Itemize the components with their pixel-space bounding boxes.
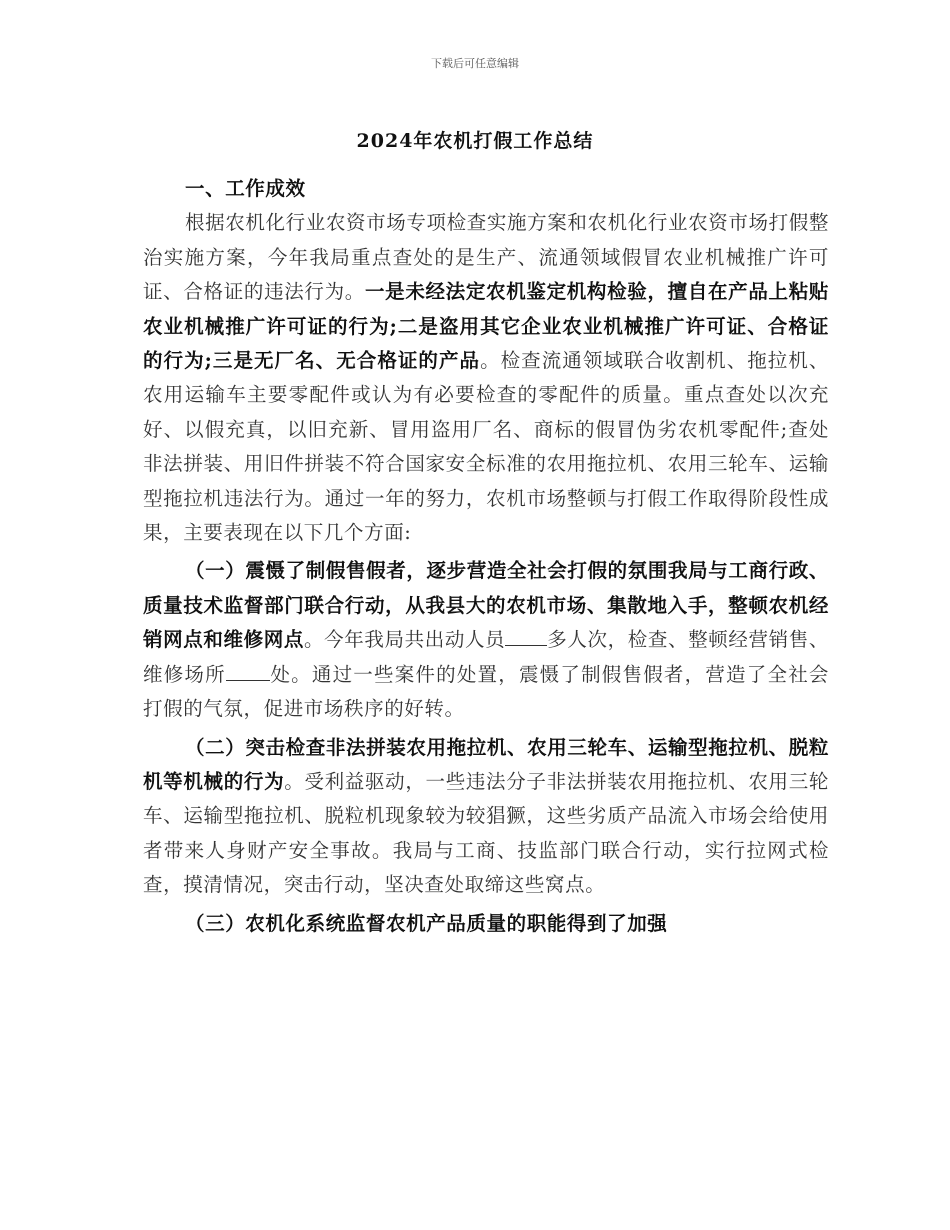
header-note: 下载后可任意编辑 [431,57,519,70]
paragraph-deterrence-text-b: 多人次，检查、整顿经营销售、维修场所 [143,628,829,686]
paragraph-deterrence-text-c: 处。通过一些案件的处置，震慑了制假售假者，营造了全社会打假的气氛，促进市场秩序的好转。 [143,662,829,721]
sub-heading-supervision: （三）农机化系统监督农机产品质量的职能得到了加强 [185,911,668,935]
paragraph-inspection-text-a: 。受利益驱动，一些违法分子非法拼装农用拖拉机、农用三轮车、运输型拖拉机、脱粒机现象较为较猖獗，这些劣质产品流入市场会给使用者带来人身财产安全事故。我局与工商、技监部门联合行动，实行拉网式检查，摸清情况，突击行动，坚决查处取缔这些窝点。 [143,769,830,897]
paragraph-inspection [143,731,829,903]
paragraph-deterrence-text-a: 。今年我局共出动人员 [304,628,506,652]
paragraph-overview-bold: 一是未经法定农机鉴定机构检验，擅自在产品上粘贴农业机械推广许可证的行为;二是盗用其它企业农业机械推广许可证、合格证的行为;三是无厂名、无合格证的产品 [143,280,829,373]
paragraph-overview-text-b: 。检查流通领域联合收割机、拖拉机、农用运输车主要零配件或认为有必要检查的零配件的质量。重点查处以次充好、以假充真，以旧充新、冒用盗用厂名、商标的假冒伪劣农机零配件;查处非法拼装、用旧件拼装不符合国家安全标准的农用拖拉机、农用三轮车、运输型拖拉机违法行为。通过一年的努力，农机市场整顿与打假工作取得阶段性成果，主要表现在以下几个方面: [143,349,829,545]
document-body [143,172,829,941]
document-title: 2024年农机打假工作总结 [356,130,594,152]
paragraph-inspection-bold: （二）突击检查非法拼装农用拖拉机、农用三轮车、运输型拖拉机、脱粒机等机械的行为 [143,735,829,793]
paragraph-deterrence-bold: （一）震慑了制假售假者，逐步营造全社会打假的氛围我局与工商行政、质量技术监督部门联合行动，从我县大的农机市场、集散地入手，整顿农机经销网点和维修网点 [143,559,829,652]
blank-personnel-count [505,625,547,646]
paragraph-overview [143,206,829,550]
paragraph-overview-text-a: 根据农机化行业农资市场专项检查实施方案和农机化行业农资市场打假整治实施方案，今年我局重点查处的是生产、流通领域假冒农业机械推广许可证、合格证的违法行为。 [143,211,829,304]
paragraph-deterrence [143,554,829,726]
blank-site-count [226,660,270,681]
section-heading-results: 一、工作成效 [185,177,306,200]
